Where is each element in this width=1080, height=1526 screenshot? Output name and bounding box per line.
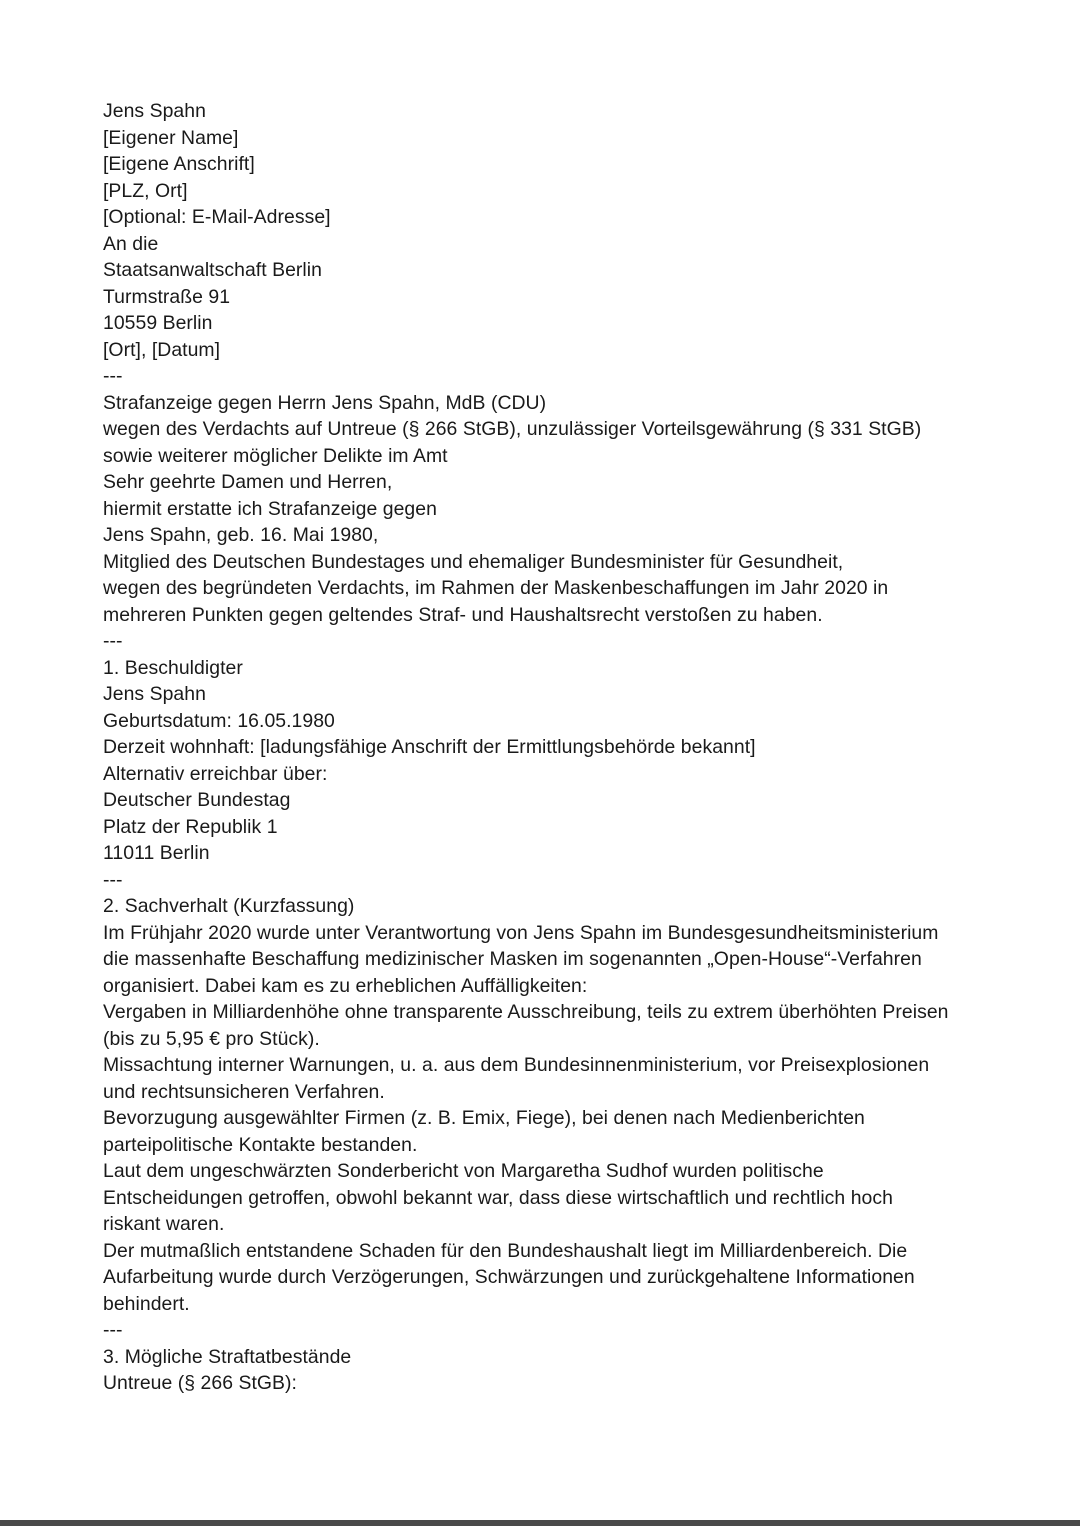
body-line: Aufarbeitung wurde durch Verzögerungen, Schwärzungen und zurückgehaltene Informationen [103,1266,915,1288]
body-line: Vergaben in Milliardenhöhe ohne transparente Ausschreibung, teils zu extrem überhöhten Preisen [103,1001,949,1023]
body-line: organisiert. Dabei kam es zu erheblichen Auffälligkeiten: [103,974,588,997]
recipient-line: Staatsanwaltschaft Berlin [103,259,322,281]
subject-line: sowie weiterer möglicher Delikte im Amt [103,444,448,467]
body-line: 11011 Berlin [103,842,210,864]
body-line: Laut dem ungeschwärzten Sonderbericht von Margaretha Sudhof wurden politische [103,1160,824,1182]
document-body [103,98,1003,1397]
body-line: Missachtung interner Warnungen, u. a. aus dem Bundesinnenministerium, vor Preisexplosionen [103,1054,930,1076]
body-line: Untreue (§ 266 StGB): [103,1372,297,1394]
body-line: Bevorzugung ausgewählter Firmen (z. B. Emix, Fiege), bei denen nach Medienberichten [103,1107,865,1129]
subject-line: Strafanzeige gegen Herrn Jens Spahn, MdB (CDU) [103,391,547,414]
body-line: die massenhafte Beschaffung medizinischer Masken im sogenannten „Open-House“-Verfahren [103,948,922,970]
salutation: Sehr geehrte Damen und Herren, [103,471,393,493]
section-heading: 1. Beschuldigter [103,656,243,679]
body-line: mehreren Punkten gegen geltendes Straf- und Haushaltsrecht verstoßen zu haben. [103,603,823,626]
body-line: Derzeit wohnhaft: [ladungsfähige Anschrift der Ermittlungsbehörde bekannt] [103,736,756,758]
recipient-line: 10559 Berlin [103,312,213,334]
body-line: Im Frühjahr 2020 wurde unter Verantwortung von Jens Spahn im Bundesgesundheitsministerium [103,921,939,944]
sender-line: Jens Spahn [103,100,206,122]
sender-line: [Eigener Name] [103,126,239,149]
body-line: hiermit erstatte ich Strafanzeige gegen [103,497,437,520]
subject-line: wegen des Verdachts auf Untreue (§ 266 StGB), unzulässiger Vorteilsgewährung (§ 331 StGB) [103,418,922,440]
separator: --- [103,630,123,652]
separator: --- [103,868,123,891]
section-heading: 2. Sachverhalt (Kurzfassung) [103,895,355,917]
body-line: (bis zu 5,95 € pro Stück). [103,1027,320,1050]
recipient-line: An die [103,232,159,255]
body-line: Entscheidungen getroffen, obwohl bekannt war, dass diese wirtschaftlich und rechtlich hoch [103,1186,893,1209]
sender-line: [Optional: E-Mail-Adresse] [103,206,331,228]
body-line: behindert. [103,1292,190,1315]
body-line: parteipolitische Kontakte bestanden. [103,1133,418,1156]
body-line: Jens Spahn [103,683,206,705]
body-line: Jens Spahn, geb. 16. Mai 1980, [103,524,379,546]
body-line: wegen des begründeten Verdachts, im Rahmen der Maskenbeschaffungen im Jahr 2020 in [103,577,889,599]
section-heading: 3. Mögliche Straftatbestände [103,1345,352,1368]
body-line: Mitglied des Deutschen Bundestages und ehemaliger Bundesminister für Gesundheit, [103,550,844,573]
body-line: Alternativ erreichbar über: [103,762,328,785]
body-line: und rechtsunsicheren Verfahren. [103,1080,385,1103]
separator: --- [103,1319,123,1341]
body-line: Der mutmaßlich entstandene Schaden für den Bundeshaushalt liegt im Milliardenbereich. Die [103,1239,908,1262]
page-bottom-edge [0,1520,1080,1526]
body-line: Geburtsdatum: 16.05.1980 [103,709,335,732]
body-line: Deutscher Bundestag [103,789,291,811]
separator: --- [103,365,123,387]
body-line: Platz der Republik 1 [103,815,278,838]
body-line: riskant waren. [103,1213,225,1235]
sender-line: [PLZ, Ort] [103,179,188,202]
sender-line: [Eigene Anschrift] [103,153,255,175]
place-date-line: [Ort], [Datum] [103,338,221,361]
recipient-line: Turmstraße 91 [103,285,231,308]
